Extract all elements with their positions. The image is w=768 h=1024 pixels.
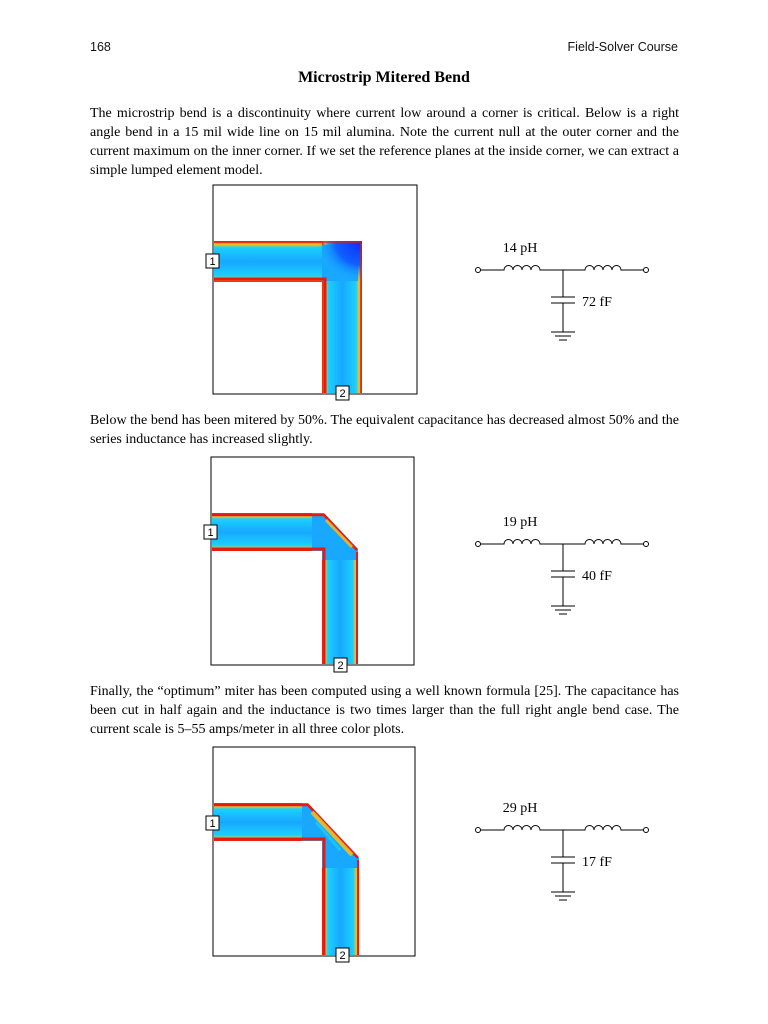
inductance-label: 29 pH <box>502 801 538 816</box>
plot-frame <box>211 457 414 665</box>
series-inductors <box>481 540 644 545</box>
terminal-right <box>644 542 649 547</box>
port-1-label: 1 <box>209 256 216 268</box>
equivalent-circuit-3 <box>476 801 649 900</box>
terminal-right <box>644 268 649 273</box>
ground-icon <box>551 892 575 900</box>
running-head: Field-Solver Course <box>567 40 678 54</box>
section-title: Microstrip Mitered Bend <box>298 69 470 86</box>
capacitance-label: 72 fF <box>582 295 612 310</box>
port-2-label: 2 <box>337 660 344 672</box>
paragraph-intro: The microstrip bend is a discontinuity where current low around a corner is critical. Below is a right angle bend in a 15 mil wide line on 15 mil alumina. Note the current null at the outer corner and the current maximum on the inner corner. If we set the reference planes at the inside corner, we can extract a simple lumped element model. <box>90 106 679 178</box>
plot-frame <box>213 185 417 394</box>
equivalent-circuit-2 <box>476 515 649 614</box>
series-inductors <box>481 826 644 831</box>
capacitance-label: 40 fF <box>582 569 612 584</box>
plot-frame <box>213 747 415 956</box>
paragraph-optimum: Finally, the “optimum” miter has been computed using a well known formula [25]. The capacitance has been cut in half again and the inductance is two times larger than the full right angle bend case. The current scale is 5–55 amps/meter in all three color plots. <box>90 684 679 737</box>
figure-right-angle-bend <box>206 185 417 400</box>
figure-mitered-bend-50 <box>204 457 414 672</box>
capacitance-label: 17 fF <box>582 855 612 870</box>
ground-icon <box>551 332 575 340</box>
port-2-label: 2 <box>339 388 346 400</box>
terminal-left <box>476 542 481 547</box>
ground-icon <box>551 606 575 614</box>
inductance-label: 14 pH <box>502 241 538 256</box>
figure-optimum-miter <box>206 747 415 962</box>
port-2-label: 2 <box>339 950 346 962</box>
port-1-label: 1 <box>207 527 214 539</box>
terminal-right <box>644 828 649 833</box>
port-1-label: 1 <box>209 818 216 830</box>
series-inductors <box>481 266 644 271</box>
terminal-left <box>476 828 481 833</box>
terminal-left <box>476 268 481 273</box>
paragraph-mitered: Below the bend has been mitered by 50%. The equivalent capacitance has decreased almost 50% and the series inductance has increased slightly. <box>90 413 679 447</box>
inductance-label: 19 pH <box>502 515 538 530</box>
equivalent-circuit-1 <box>476 241 649 340</box>
page-number: 168 <box>90 40 111 54</box>
